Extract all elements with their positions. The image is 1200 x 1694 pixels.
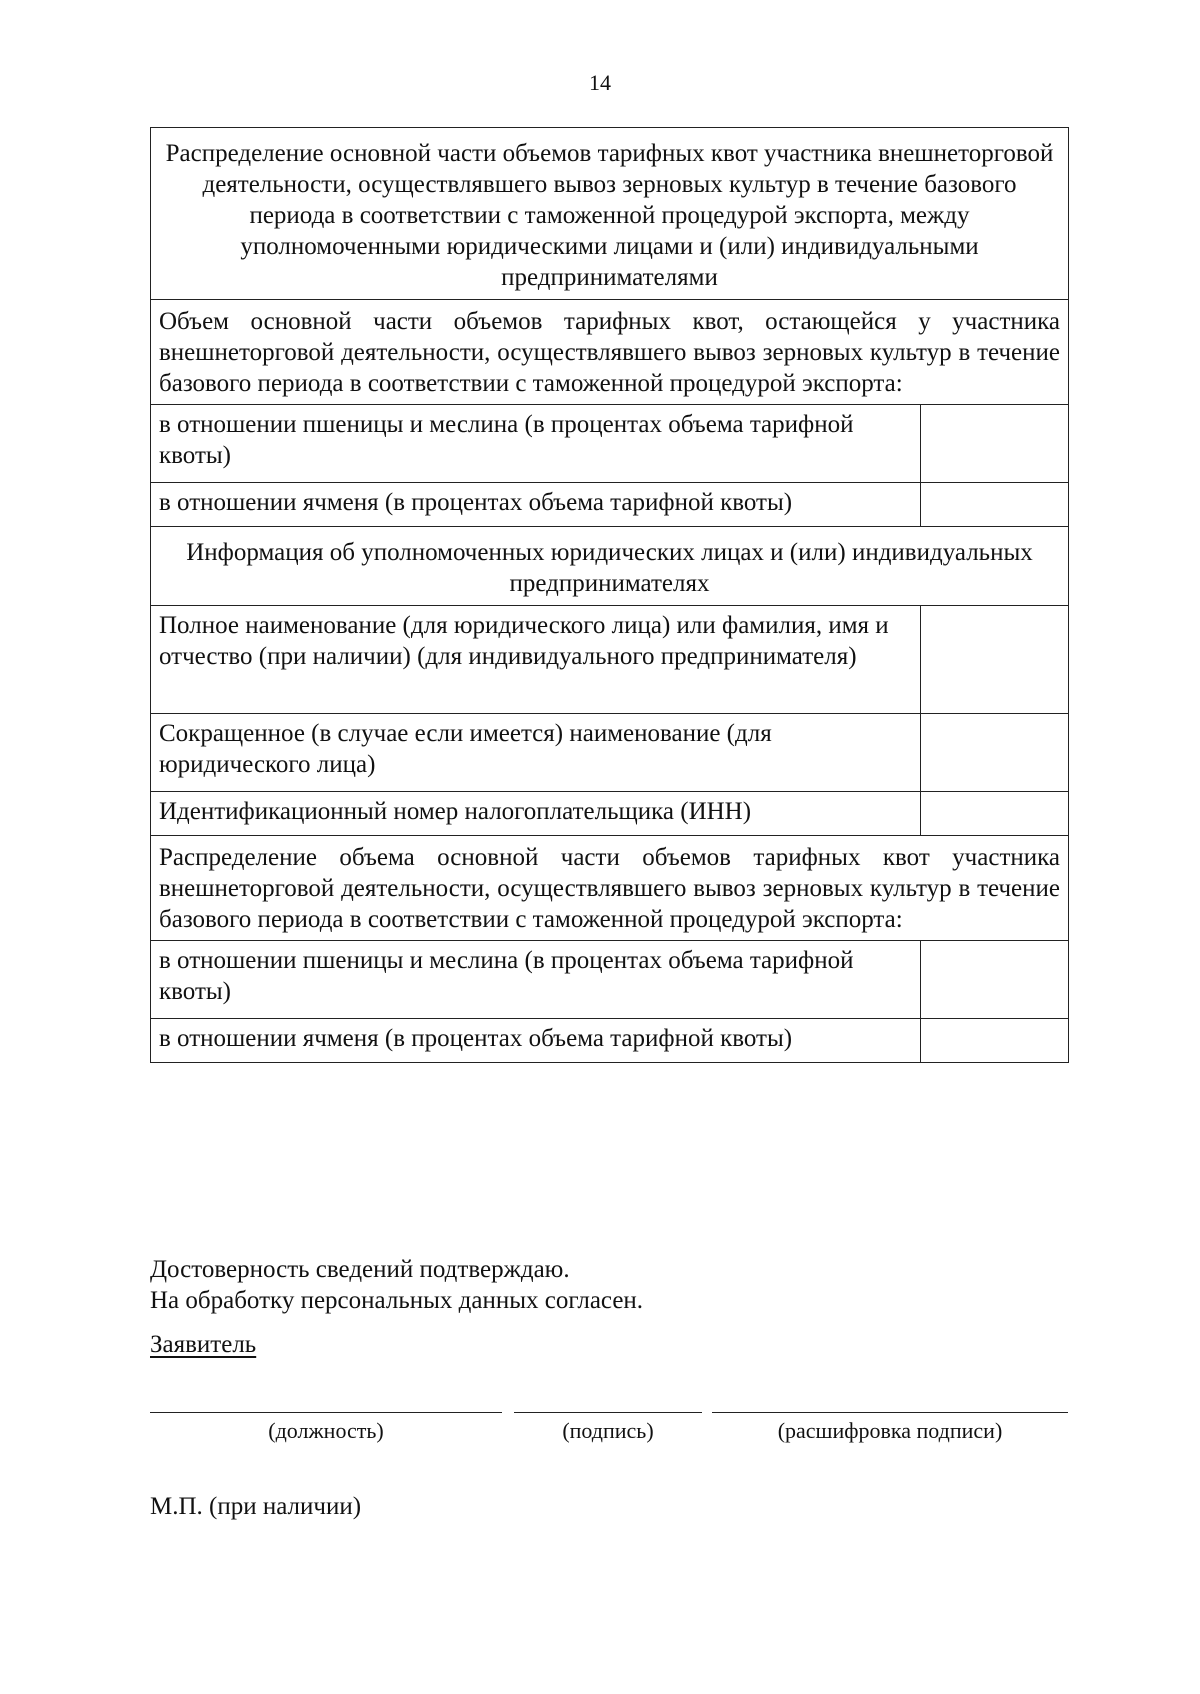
- remaining-volume-row: [151, 300, 1069, 405]
- distribution-wheat-row: [151, 941, 1069, 1019]
- applicant-label: Заявитель: [150, 1331, 257, 1358]
- position-caption: (должность): [268, 1418, 384, 1443]
- section2-heading: Информация об уполномоченных юридических лицах и (или) индивидуальных предпринимателях: [151, 527, 1069, 606]
- distribution-text: Распределение объема основной части объемов тарифных квот участника внешнеторговой деятельности, осуществлявшего вывоз зерновых культур в течение базового периода в соответствии с таможенной процедурой экспорта:: [151, 836, 1069, 941]
- full-name-value-field[interactable]: [921, 606, 1069, 714]
- section2-heading-row: [151, 527, 1069, 606]
- short-name-label: Сокращенное (в случае если имеется) наименование (для юридического лица): [151, 714, 921, 792]
- distribution-barley-row: [151, 1019, 1069, 1063]
- inn-row: [151, 792, 1069, 836]
- remaining-wheat-row: [151, 405, 1069, 483]
- remaining-barley-value-field[interactable]: [921, 483, 1069, 527]
- stamp-text: М.П. (при наличии): [150, 1493, 362, 1520]
- confirm-text: Достоверность сведений подтверждаю.: [150, 1256, 570, 1283]
- inn-label: Идентификационный номер налогоплательщика (ИНН): [151, 792, 921, 836]
- section1-heading: Распределение основной части объемов тарифных квот участника внешнеторговой деятельности, осуществлявшего вывоз зерновых культур в течение базового периода в соответствии с таможенной процедурой экспорта, между уполномоченными юридическими лицами и (или) индивидуальными предпринимателями: [151, 128, 1069, 300]
- signature-caption: (подпись): [562, 1418, 654, 1443]
- short-name-value-field[interactable]: [921, 714, 1069, 792]
- consent-text: На обработку персональных данных согласен.: [150, 1287, 644, 1314]
- distribution-barley-label: в отношении ячменя (в процентах объема тарифной квоты): [151, 1019, 921, 1063]
- remaining-barley-row: [151, 483, 1069, 527]
- distribution-wheat-label: в отношении пшеницы и меслина (в процентах объема тарифной квоты): [151, 941, 921, 1019]
- remaining-wheat-label: в отношении пшеницы и меслина (в процентах объема тарифной квоты): [151, 405, 921, 483]
- remaining-volume-text: Объем основной части объемов тарифных квот, остающейся у участника внешнеторговой деятельности, осуществлявшего вывоз зерновых культур в течение базового периода в соответствии с таможенной процедурой экспорта:: [151, 300, 1069, 405]
- distribution-row: [151, 836, 1069, 941]
- section1-heading-row: [151, 128, 1069, 300]
- position-line[interactable]: [150, 1412, 502, 1413]
- remaining-barley-label: в отношении ячменя (в процентах объема тарифной квоты): [151, 483, 921, 527]
- decoding-caption: (расшифровка подписи): [777, 1418, 1003, 1443]
- full-name-label: Полное наименование (для юридического лица) или фамилия, имя и отчество (при наличии) (для индивидуального предпринимателя): [151, 606, 921, 714]
- distribution-barley-value-field[interactable]: [921, 1019, 1069, 1063]
- distribution-wheat-value-field[interactable]: [921, 941, 1069, 1019]
- inn-value-field[interactable]: [921, 792, 1069, 836]
- signature-line[interactable]: [514, 1412, 702, 1413]
- quota-distribution-table: [150, 127, 1069, 1063]
- page-number: 14: [589, 70, 611, 95]
- decoding-line[interactable]: [712, 1412, 1068, 1413]
- declaration-block: [150, 1254, 643, 1316]
- remaining-wheat-value-field[interactable]: [921, 405, 1069, 483]
- full-name-row: [151, 606, 1069, 714]
- short-name-row: [151, 714, 1069, 792]
